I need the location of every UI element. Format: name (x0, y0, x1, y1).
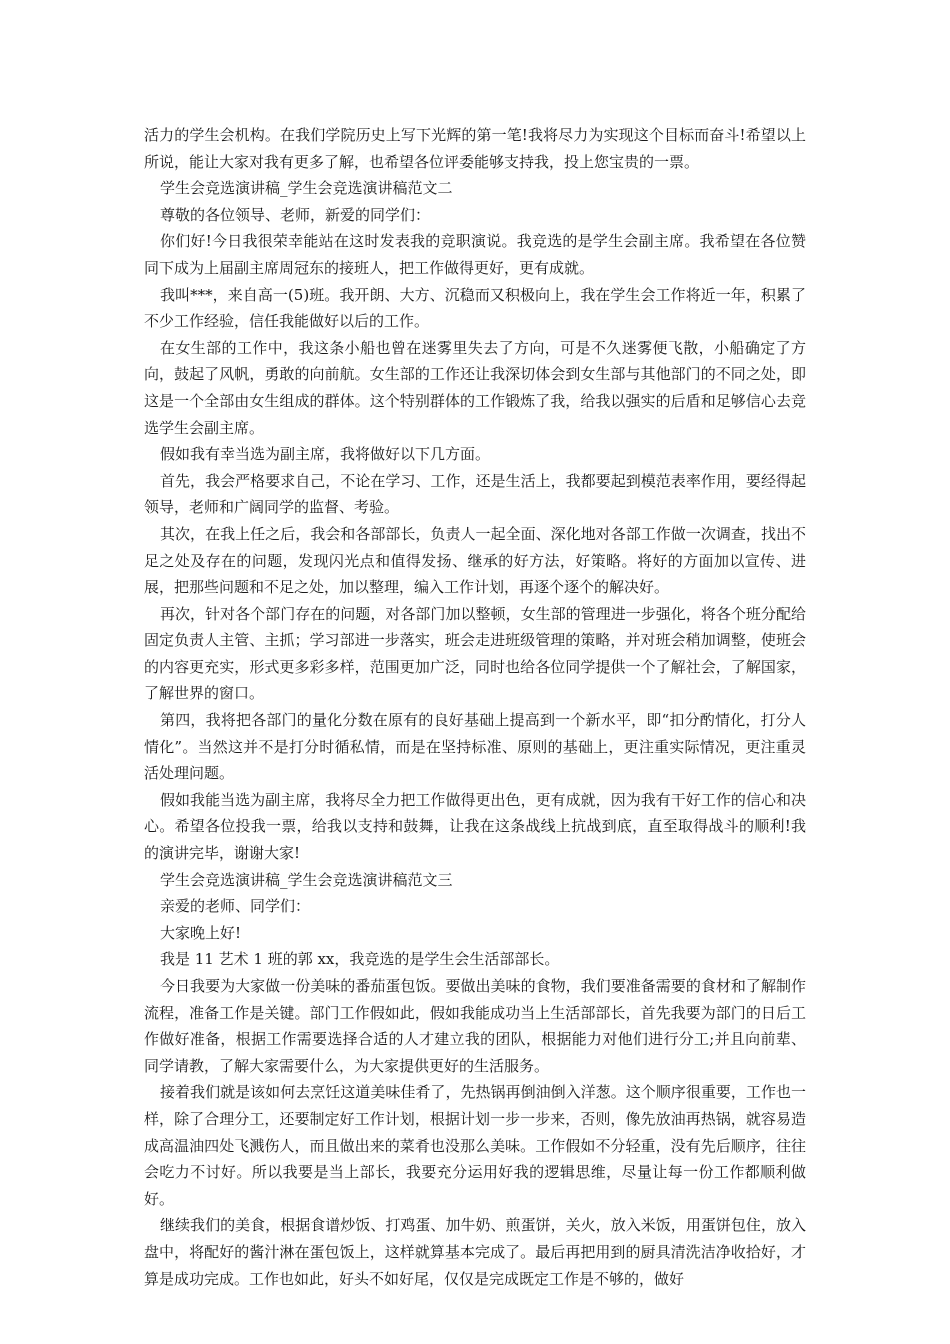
paragraph-continuation: 活力的学生会机构。在我们学院历史上写下光辉的第一笔!我将尽力为实现这个目标而奋斗!希望以上所说，能让大家对我有更多了解，也希望各位评委能够支持我，投上您宝贵的一票。 (144, 126, 806, 171)
document-body (144, 122, 806, 1292)
paragraph: 第四，我将把各部门的量化分数在原有的良好基础上提高到一个新水平，即“扣分酌情化，打分人情化”。当然这并不是打分时循私情，而是在坚持标准、原则的基础上，更注重实际情况，更注重灵活处理问题。 (144, 711, 806, 783)
paragraph: 我叫***，来自高一(5)班。我开朗、大方、沉稳而又积极向上，我在学生会工作将近一年，积累了不少工作经验，信任我能做好以后的工作。 (144, 285, 806, 331)
salutation: 尊敬的各位领导、老师，新爱的同学们： (160, 205, 431, 224)
paragraph: 你们好!今日我很荣幸能站在这时发表我的竞职演说。我竞选的是学生会副主席。我希望在各位赞同下成为上届副主席周冠东的接班人，把工作做得更好，更有成就。 (144, 232, 806, 277)
paragraph: 接着我们就是该如何去烹饪这道美味佳肴了，先热锅再倒油倒入洋葱。这个顺序很重要，工作也一样，除了合理分工，还要制定好工作计划，根据计划一步一步来，否则，像先放油再热锅，就容易造成高温油四处飞溅伤人，而且做出来的菜肴也没那么美味。工作假如不分轻重，没有先后顺序，往往会吃力不讨好。所以我要是当上部长，我要充分运用好我的逻辑思维，尽量让每一份工作都顺利做好。 (144, 1083, 806, 1208)
paragraph: 我是 11 艺术 1 班的郭 xx，我竞选的是学生会生活部部长。 (160, 950, 560, 969)
greeting: 大家晚上好! (160, 923, 242, 942)
paragraph: 其次，在我上任之后，我会和各部部长，负责人一起全面、深化地对各部工作做一次调查，找出不足之处及存在的问题，发现闪光点和值得发扬、继承的好方法，好策略。将好的方面加以宣传、进展，把那些问题和不足之处，加以整理，编入工作计划，再逐个逐个的解决好。 (144, 524, 806, 597)
paragraph: 假如我能当选为副主席，我将尽全力把工作做得更出色，更有成就，因为我有干好工作的信心和决心。希望各位投我一票，给我以支持和鼓舞，让我在这条战线上抗战到底，直至取得战斗的顺利!我的演讲完毕，谢谢大家! (144, 790, 806, 863)
section-heading-2: 学生会竞选演讲稿_学生会竞选演讲稿范文二 (160, 179, 453, 198)
paragraph: 在女生部的工作中，我这条小船也曾在迷雾里失去了方向，可是不久迷雾便飞散，小船确定了方向，鼓起了风帆，勇敢的向前航。女生部的工作还让我深切体会到女生部与其他部门的不同之处，即这是一个全部由女生组成的群体。这个特别群体的工作锻炼了我，给我以强实的后盾和足够信心去竞选学生会副主席。 (144, 338, 806, 437)
section-heading-3: 学生会竞选演讲稿_学生会竞选演讲稿范文三 (160, 870, 453, 889)
paragraph: 假如我有幸当选为副主席，我将做好以下几方面。 (160, 445, 491, 464)
paragraph: 再次，针对各个部门存在的问题，对各部门加以整顿，女生部的管理进一步强化，将各个班分配给固定负责人主管、主抓；学习部进一步落实，班会走进班级管理的策略，并对班会稍加调整，使班会的内容更充实，形式更多彩多样，范围更加广泛，同时也给各位同学提供一个了解社会，了解国家，了解世界的窗口。 (144, 604, 806, 703)
paragraph: 继续我们的美食，根据食谱炒饭、打鸡蛋、加牛奶、煎蛋饼，关火，放入米饭，用蛋饼包住，放入盘中，将配好的酱汁淋在蛋包饭上，这样就算基本完成了。最后再把用到的厨具清洗洁净收拾好，才算是成功完成。工作也如此，好头不如好尾，仅仅是完成既定工作是不够的，做好 (144, 1216, 806, 1288)
paragraph: 首先，我会严格要求自己，不论在学习、工作，还是生活上，我都要起到模范表率作用，要经得起领导，老师和广阔同学的监督、考验。 (144, 471, 806, 517)
salutation: 亲爱的老师、同学们： (160, 897, 311, 916)
paragraph: 今日我要为大家做一份美味的番茄蛋包饭。要做出美味的食物，我们要准备需要的食材和了解制作流程，准备工作是关键。部门工作假如此，假如我能成功当上生活部部长，首先我要为部门的日后工作做好准备，根据工作需要选择合适的人才建立我的团队，根据能力对他们进行分工;并且向前辈、同学请教，了解大家需要什么，为大家提供更好的生活服务。 (144, 977, 806, 1075)
